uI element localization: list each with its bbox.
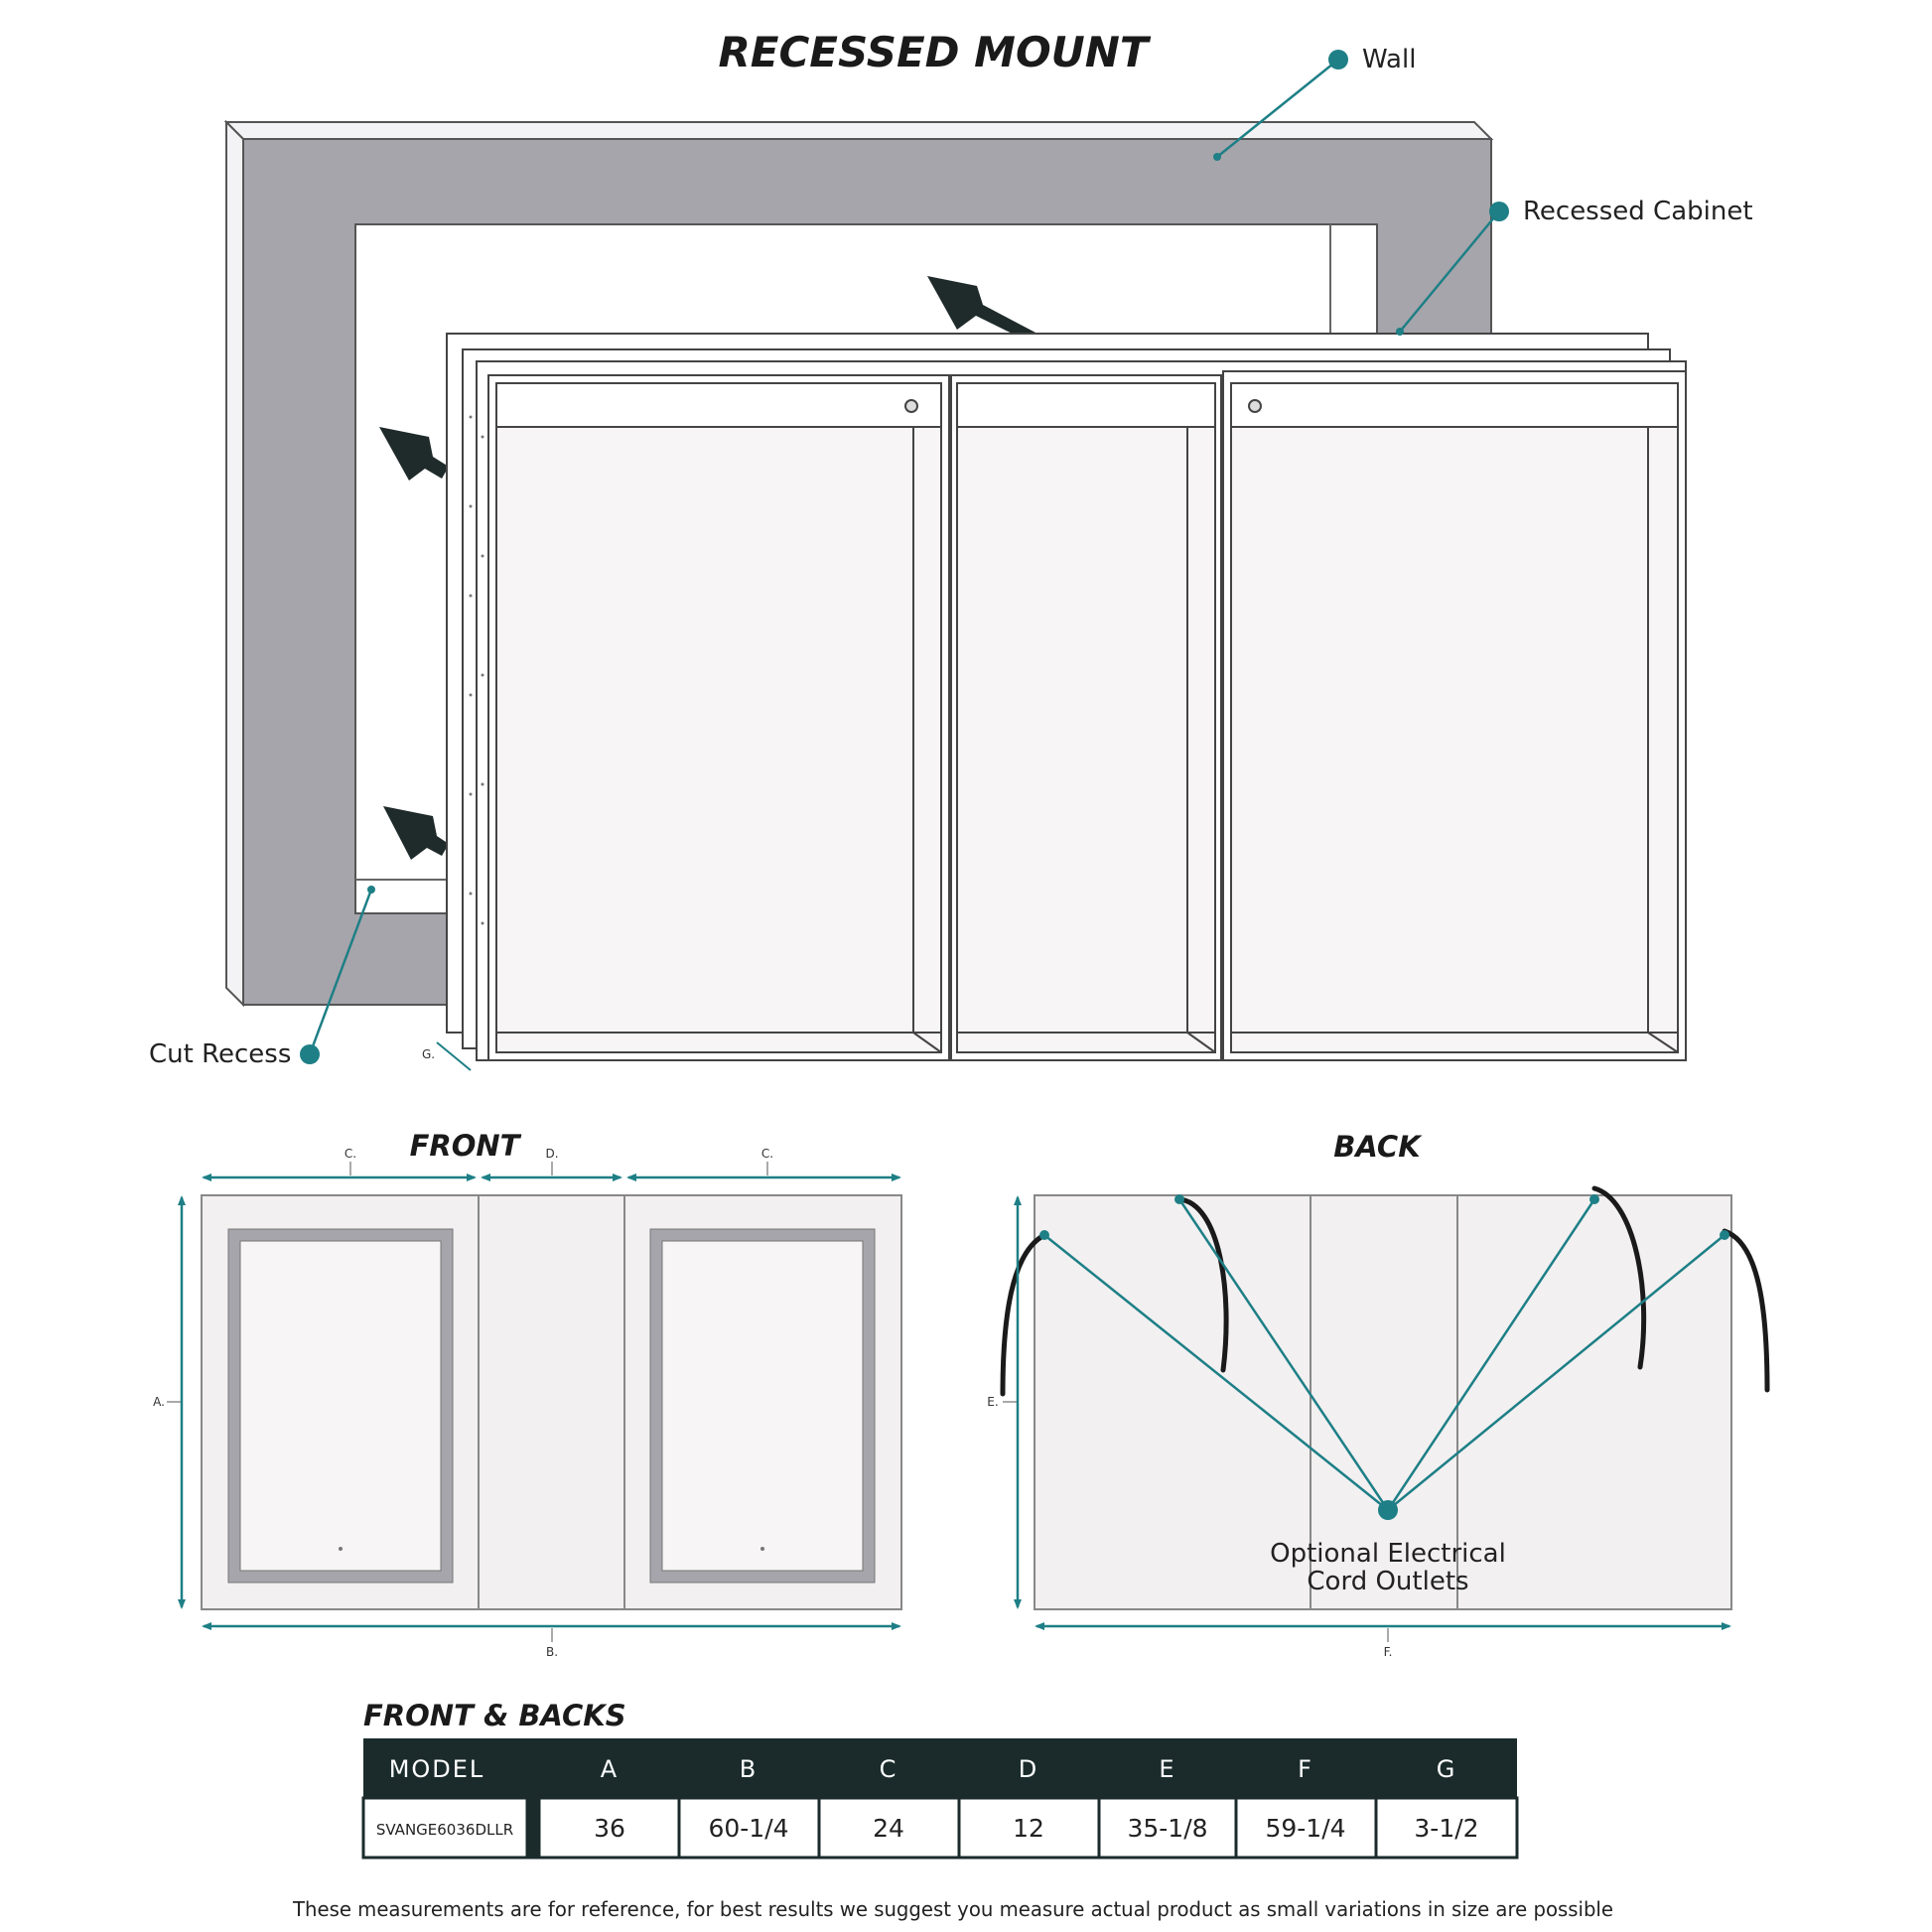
front-dim-d: D. (545, 1147, 559, 1161)
table-cell-c: 24 (873, 1814, 904, 1843)
touch-sensor-icon (339, 1547, 343, 1551)
front-title: FRONT (409, 1129, 520, 1163)
cabinet-door-middle (951, 375, 1221, 1060)
table-header-d: D (1018, 1755, 1039, 1783)
touch-sensor-icon (760, 1547, 764, 1551)
table-title: FRONT & BACKS (363, 1699, 626, 1732)
back-title: BACK (1333, 1130, 1421, 1164)
front-dim-b: B. (545, 1645, 559, 1659)
door-sensor-icon (905, 400, 917, 412)
table-header-c: C (879, 1755, 898, 1783)
table-header-b: B (739, 1755, 759, 1783)
table-cell-g: 3-1/2 (1414, 1814, 1479, 1843)
cabinet-door-left (488, 375, 949, 1060)
table-cell-d: 12 (1013, 1814, 1044, 1843)
cabinet-door-right (1223, 371, 1686, 1060)
cord-outlets-label-line1: Optional Electrical (1270, 1539, 1506, 1569)
back-dim-f: F. (1383, 1645, 1393, 1659)
wall-label: Wall (1362, 45, 1417, 74)
table-header-model: MODEL (388, 1755, 485, 1783)
table-cell-e: 35-1/8 (1127, 1814, 1208, 1843)
table-cell-f: 59-1/4 (1265, 1814, 1346, 1843)
dimensions-table (363, 1738, 1517, 1858)
measurement-footnote: These measurements are for reference, for best results we suggest you measure actual product as small variations in size are possible (292, 1897, 1613, 1921)
front-view (202, 1195, 901, 1609)
door-sensor-icon (1249, 400, 1261, 412)
table-header-e: E (1159, 1755, 1176, 1783)
table-header-g: G (1436, 1755, 1457, 1783)
table-header-a: A (600, 1755, 620, 1783)
table-cell-model: SVANGE6036DLLR (375, 1821, 514, 1839)
recessed-cabinet-label: Recessed Cabinet (1523, 197, 1753, 226)
back-dim-e: E. (987, 1395, 999, 1409)
front-dim-c-right: C. (760, 1147, 774, 1161)
table-cell-b: 60-1/4 (708, 1814, 789, 1843)
front-dim-c-left: C. (344, 1147, 357, 1161)
table-cell-a: 36 (594, 1814, 625, 1843)
table-header-f: F (1298, 1755, 1313, 1783)
front-dim-a: A. (153, 1395, 165, 1409)
cut-recess-label: Cut Recess (149, 1039, 292, 1069)
cord-outlets-label-line2: Cord Outlets (1307, 1567, 1469, 1596)
g-dimension-label: G. (422, 1047, 436, 1061)
recessed-mount-title: RECESSED MOUNT (718, 28, 1149, 76)
